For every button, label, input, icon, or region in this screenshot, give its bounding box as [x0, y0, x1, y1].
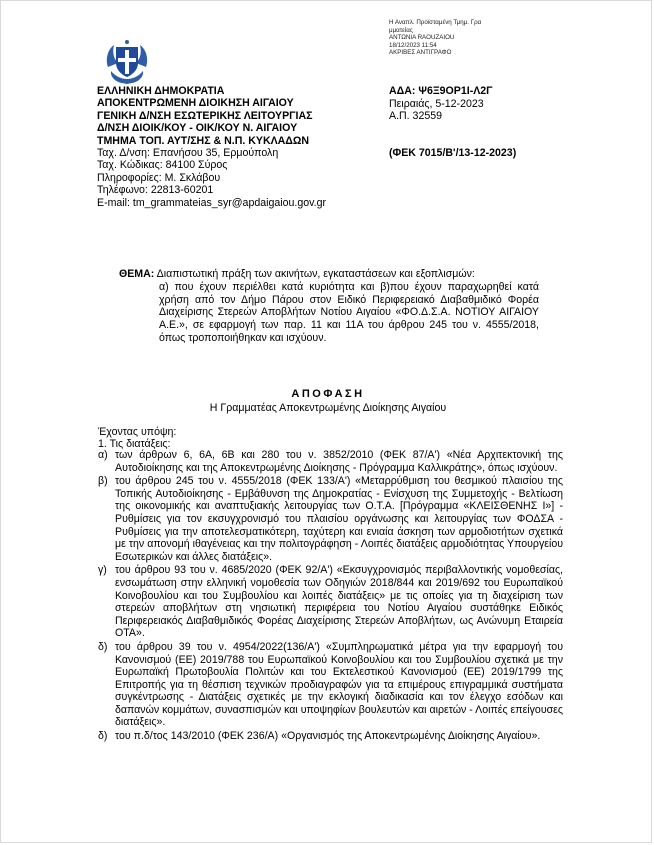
list-item: [98, 475, 563, 563]
org-line: ΓΕΝΙΚΗ Δ/ΝΣΗ ΕΣΩΤΕΡΙΚΗΣ ΛΕΙΤΟΥΡΓΙΑΣ: [97, 109, 313, 122]
considering-heading: Έχοντας υπόψη:: [98, 426, 177, 438]
issuing-authority: [97, 85, 326, 209]
item-letter: δ): [98, 640, 108, 653]
signature-line: Η Αναπλ. Προϊσταμένη Τμημ. Γρα: [389, 19, 482, 26]
protocol-number: Α.Π. 32559: [389, 110, 443, 123]
contact-email: E-mail: tm_grammateias_syr@apdaigaiou.gov.gr: [97, 196, 327, 209]
document-reference: [389, 85, 493, 123]
subject-block: [119, 268, 539, 345]
org-line: Δ/ΝΣΗ ΔΙΟΙΚ/ΚΟΥ - ΟΙΚ/ΚΟΥ Ν. ΑΙΓΑΙΟΥ: [97, 122, 298, 135]
decision-subtitle: Η Γραμματέας Αποκεντρωμένης Διοίκησης Αιγαίου: [209, 402, 447, 414]
item-letter: β): [98, 475, 108, 488]
signature-line: ΑΝΤΩΝΙΑ RAOUZAIOU: [389, 34, 455, 42]
subject-first-line: Διαπιστωτική πράξη των ακινήτων, εγκαταστάσεων και εξοπλισμών:: [156, 268, 475, 280]
item-letter: α): [98, 449, 108, 461]
subject-body: α) που έχουν περιέλθει κατά κυριότητα και β)που έχουν παραχωρηθεί κατά χρήση από τον Δήμο Πάρου στον Ειδικό Περιφερειακό Διαβαθμιδικό Φορέα Διαχείρισης Στερεών Αποβλήτων Νοτίου Αιγαίου «ΦΟ.Δ.Σ.Α. ΝΟΤΙΟΥ ΑΙΓΑΙΟΥ Α.Ε.», σε εφαρμογή των παρ. 11 και 11Α του άρθρου 245 του ν. 4555/2018, όπως τροποποιήθηκαν και ισχύουν.: [159, 280, 539, 344]
list-item: [98, 449, 563, 474]
digital-signature-block: [389, 19, 539, 57]
item-letter: δ): [98, 730, 108, 743]
decision-title: ΑΠΟΦΑΣΗ: [291, 388, 365, 400]
signature-line: 18/12/2023 11:54: [389, 41, 437, 49]
gazette-reference: (ΦΕΚ 7015/Β'/13-12-2023): [389, 147, 517, 159]
contact-line: Ταχ. Δ/νση: Επανήσου 35, Ερμούπολη: [97, 147, 279, 160]
org-line: ΕΛΛΗΝΙΚΗ ΔΗΜΟΚΡΑΤΙΑ: [97, 85, 225, 97]
contact-line: Πληροφορίες: Μ. Σκλάβου: [97, 171, 221, 184]
item-text: του άρθρου 245 του ν. 4555/2018 (ΦΕΚ 133/Α') «Μεταρρύθμιση του θεσμικού πλαισίου της Τοπικής Αυτοδιοίκησης - Εμβάθυνση της Δημοκρατίας - Ενίσχυση της Συμμετοχής - Βελτίωση της οικονομικής και αναπτυξιακής λειτουργίας των Ο.Τ.Α. [Πρόγραμμα «ΚΛΕΙΣΘΕΝΗΣ Ι»] - Ρυθμίσεις για τον εκσυγχρονισμό του πλαισίου οργάνωσης και λειτουργίας των ΦΟΔΣΑ - Ρυθμίσεις για την αποτελεσματικότερη, ταχύτερη και ενιαία άσκηση των αρμοδιοτήτων σχετικά με την απονομή ιθαγένειας και την πολιτογράφηση - Λοιπές διατάξεις αρμοδιότητας Υπουργείου Εσωτερικών και άλλες διατάξεις».: [115, 475, 563, 563]
org-line: ΑΠΟΚΕΝΤΡΩΜΕΝΗ ΔΙΟΙΚΗΣΗ ΑΙΓΑΙΟΥ: [97, 97, 294, 110]
provisions-heading: 1. Τις διατάξεις:: [98, 438, 171, 451]
signature-line: ΑΚΡΙΒΕΣ ΑΝΤΙΓΡΑΦΟ: [389, 49, 452, 57]
ada-code: ΑΔΑ: Ψ6Ξ9ΟΡ1Ι-Λ2Γ: [389, 85, 493, 97]
list-item: [98, 641, 563, 729]
place-date: Πειραιάς, 5-12-2023: [389, 97, 484, 110]
item-text: του π.δ/τος 143/2010 (ΦΕΚ 236/Α) «Οργανισμός της Αποκεντρωμένης Διοίκησης Αιγαίου».: [115, 730, 541, 743]
org-line: ΤΜΗΜΑ ΤΟΠ. ΑΥΤ/ΣΗΣ & Ν.Π. ΚΥΚΛΑΔΩΝ: [97, 134, 310, 147]
contact-line: Τηλέφωνο: 22813-60201: [97, 184, 214, 197]
item-letter: γ): [98, 564, 107, 577]
list-item: [98, 564, 563, 640]
considering-intro: [98, 426, 176, 451]
subject-label: ΘΕΜΑ:: [119, 268, 155, 280]
contact-line: Ταχ. Κώδικας: 84100 Σύρος: [97, 159, 228, 172]
provisions-list: [98, 449, 563, 744]
item-text: των άρθρων 6, 6Α, 6Β και 280 του ν. 3852/2010 (ΦΕΚ 87/Α') «Νέα Αρχιτεκτονική της Αυτοδιοίκησης και της Αποκεντρωμένης Διοίκησης - Πρόγραμμα Καλλικράτης», όπως ισχύουν.: [115, 449, 563, 474]
item-text: του άρθρου 93 του ν. 4685/2020 (ΦΕΚ 92/Α') «Εκσυγχρονισμός περιβαλλοντικής νομοθεσίας, ενσωμάτωση στην ελληνική νομοθεσία των Οδηγιών 2018/844 και 2019/692 του Ευρωπαϊκού Κοινοβουλίου και του Συμβουλίου και λοιπές διατάξεις» με τις οποίες για τη διαχείριση των στερεών αποβλήτων στη νησιωτική περιφέρεια του Νοτίου Αιγαίου συστάθηκε Ειδικός Περιφερειακός Διαβαθμιδικός Φορέας Διαχείρισης Στερεών Αποβλήτων, ως Ανώνυμη Εταιρεία ΟΤΑ».: [115, 564, 563, 640]
coat-of-arms-icon: [102, 37, 152, 87]
list-item: [98, 730, 563, 743]
signature-line: μματείας: [389, 26, 413, 34]
item-text: του άρθρου 39 του ν. 4954/2022(136/Α') «Συμπληρωματικά μέτρα για την εφαρμογή του Κανονισμού (ΕΕ) 2019/788 του Ευρωπαϊκού Κοινοβουλίου και του Συμβουλίου σχετικά με την Ευρωπαϊκή Πρωτοβουλία Πολιτών και του Εκτελεστικού Κανονισμού (ΕΕ) 2019/1799 της Επιτροπής για τη θέσπιση τεχνικών προδιαγραφών για τα επιμέρους επιγραμμικά συστήματα συγκέντρωσης - Διατάξεις σχετικές με την εκλογική διαδικασία και τον έλεγχο εσόδων και δαπανών κομμάτων, συνασπισμών και υποψηφίων βουλευτών και αιρετών - Λοιπές επείγουσες διατάξεις».: [115, 640, 563, 729]
